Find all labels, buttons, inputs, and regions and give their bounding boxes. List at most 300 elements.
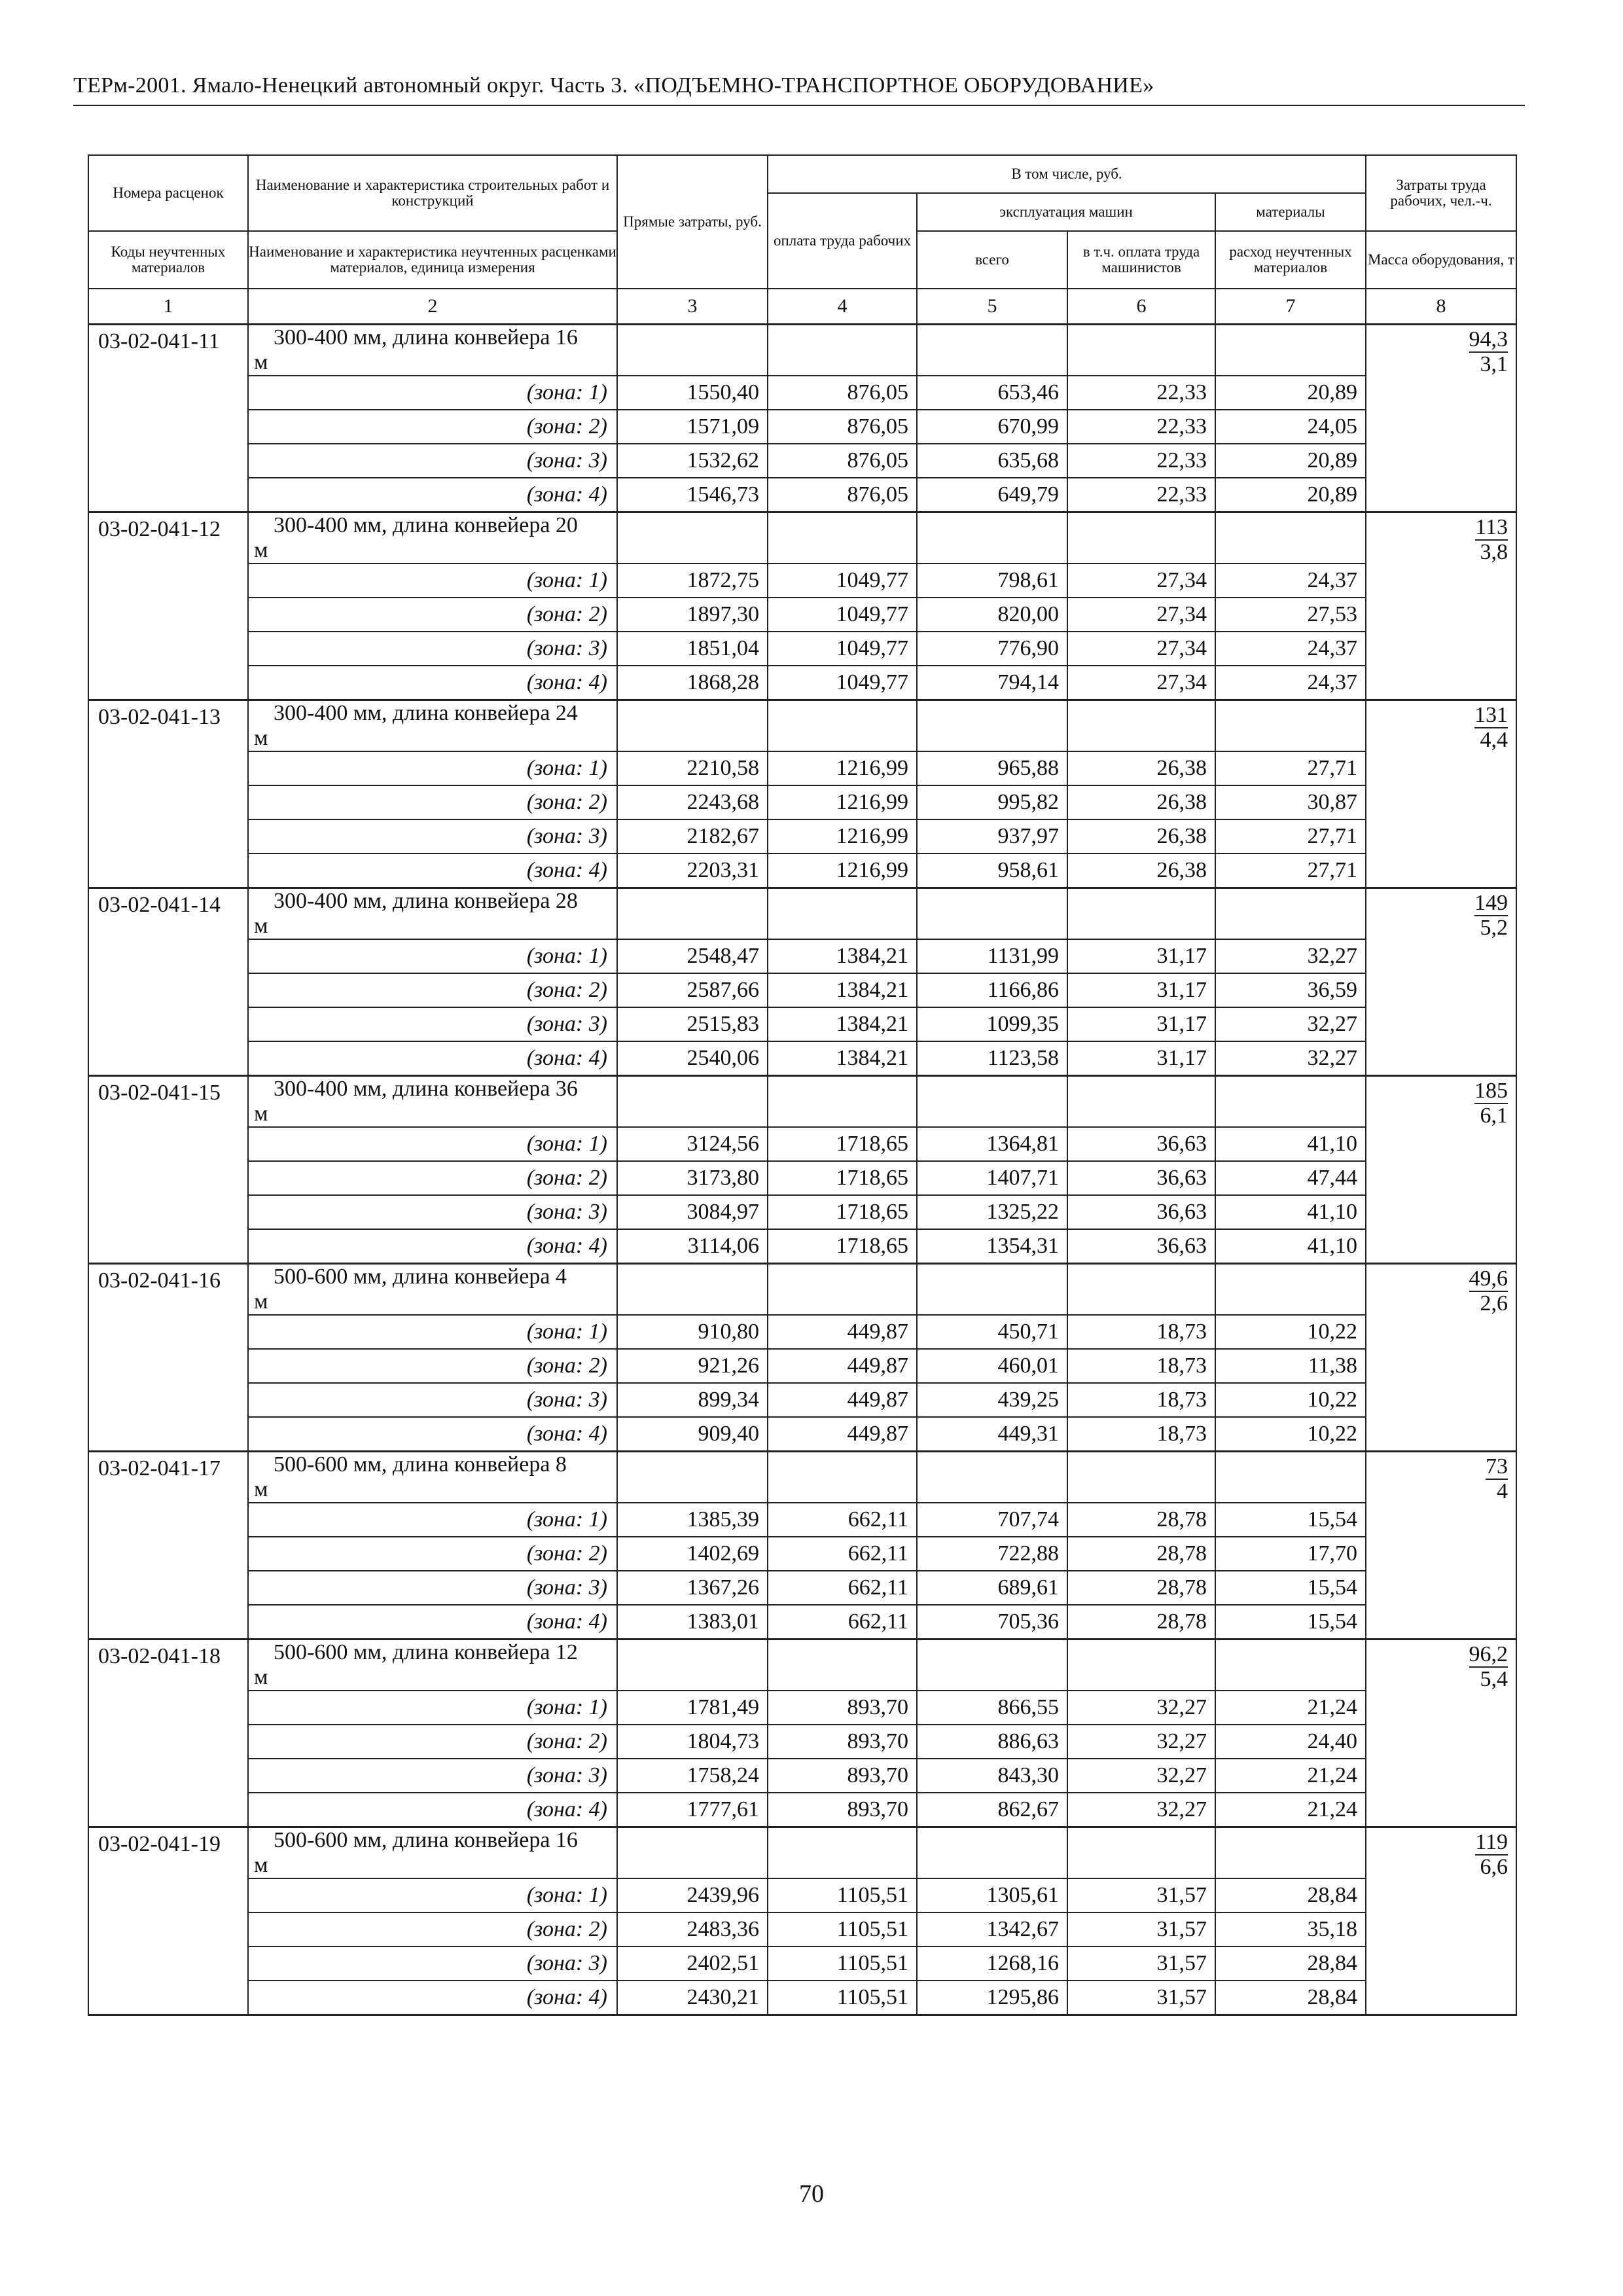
zone-row <box>88 444 1516 478</box>
wages-value: 1216,99 <box>768 751 917 785</box>
empty-cell <box>917 1827 1067 1879</box>
rate-name-unit: м <box>254 350 268 374</box>
zone-label: (зона: 3) <box>248 1571 617 1605</box>
direct-costs-value: 1781,49 <box>617 1691 768 1725</box>
machines-total-value: 1354,31 <box>917 1229 1067 1264</box>
equipment-mass-value: 3,8 <box>1480 540 1508 564</box>
materials-value: 41,10 <box>1215 1127 1366 1161</box>
machines-total-value: 862,67 <box>917 1793 1067 1827</box>
machinist-wages-value: 36,63 <box>1067 1161 1215 1195</box>
equipment-mass-value: 4,4 <box>1480 728 1508 752</box>
zone-label: (зона: 2) <box>248 785 617 819</box>
zone-row <box>88 819 1516 853</box>
zone-label: (зона: 2) <box>248 1161 617 1195</box>
zone-label: (зона: 4) <box>248 853 617 888</box>
zone-row <box>88 1605 1516 1640</box>
empty-cell <box>917 1452 1067 1503</box>
materials-value: 30,87 <box>1215 785 1366 819</box>
empty-cell <box>617 700 768 752</box>
zone-row <box>88 478 1516 512</box>
machines-total-value: 1123,58 <box>917 1041 1067 1076</box>
zone-row <box>88 751 1516 785</box>
machinist-wages-value: 31,57 <box>1067 1946 1215 1981</box>
machinist-wages-value: 28,78 <box>1067 1605 1215 1640</box>
materials-value: 20,89 <box>1215 444 1366 478</box>
zone-label: (зона: 2) <box>248 973 617 1007</box>
direct-costs-value: 1402,69 <box>617 1537 768 1571</box>
header-divider <box>73 105 1525 106</box>
zone-label: (зона: 3) <box>248 1946 617 1981</box>
machines-total-value: 1268,16 <box>917 1946 1067 1981</box>
empty-cell <box>617 512 768 564</box>
wages-value: 662,11 <box>768 1503 917 1537</box>
machinist-wages-value: 31,57 <box>1067 1912 1215 1946</box>
machines-total-value: 1364,81 <box>917 1127 1067 1161</box>
empty-cell <box>617 1452 768 1503</box>
machines-total-value: 449,31 <box>917 1417 1067 1452</box>
labor-mass-fraction <box>1475 513 1508 564</box>
direct-costs-value: 3114,06 <box>617 1229 768 1264</box>
direct-costs-value: 2182,67 <box>617 819 768 853</box>
empty-cell <box>617 1827 768 1879</box>
empty-cell <box>917 512 1067 564</box>
machines-total-value: 439,25 <box>917 1383 1067 1417</box>
column-number: 6 <box>1067 289 1215 325</box>
zone-label: (зона: 2) <box>248 1912 617 1946</box>
header-machines-total: всего <box>917 231 1067 289</box>
empty-cell <box>917 700 1067 752</box>
rate-name-unit: м <box>254 1289 268 1314</box>
direct-costs-value: 1777,61 <box>617 1793 768 1827</box>
labor-mass-fraction <box>1469 325 1508 376</box>
rate-title-row <box>88 325 1516 376</box>
wages-value: 1384,21 <box>768 1007 917 1041</box>
rate-code: 03-02-041-11 <box>88 325 248 512</box>
materials-value: 32,27 <box>1215 1007 1366 1041</box>
zone-label: (зона: 4) <box>248 1041 617 1076</box>
zone-row <box>88 1383 1516 1417</box>
direct-costs-value: 3084,97 <box>617 1195 768 1229</box>
machines-total-value: 843,30 <box>917 1759 1067 1793</box>
zone-row <box>88 1691 1516 1725</box>
machines-total-value: 653,46 <box>917 376 1067 410</box>
machinist-wages-value: 22,33 <box>1067 376 1215 410</box>
labor-mass-cell <box>1366 888 1516 1076</box>
zone-row <box>88 564 1516 598</box>
materials-value: 41,10 <box>1215 1195 1366 1229</box>
rate-name <box>248 512 617 564</box>
labor-mass-cell <box>1366 700 1516 888</box>
wages-value: 449,87 <box>768 1383 917 1417</box>
rate-name-line1: 300-400 мм, длина конвейера 24 <box>274 701 578 725</box>
machines-total-value: 1407,71 <box>917 1161 1067 1195</box>
materials-value: 10,22 <box>1215 1315 1366 1349</box>
rate-code: 03-02-041-17 <box>88 1452 248 1640</box>
wages-value: 1216,99 <box>768 819 917 853</box>
rate-code: 03-02-041-13 <box>88 700 248 888</box>
equipment-mass-value: 5,4 <box>1480 1667 1508 1691</box>
direct-costs-value: 2548,47 <box>617 939 768 973</box>
rates-table <box>88 154 1517 2016</box>
rate-title-row <box>88 700 1516 752</box>
header-work-name: Наименование и характеристика строительных работ и конструкций <box>248 155 617 231</box>
zone-label: (зона: 4) <box>248 1981 617 2015</box>
zone-label: (зона: 1) <box>248 564 617 598</box>
wages-value: 1718,65 <box>768 1229 917 1264</box>
rate-name-unit: м <box>254 1102 268 1126</box>
wages-value: 1718,65 <box>768 1161 917 1195</box>
empty-cell <box>1067 888 1215 940</box>
rate-title-row <box>88 1452 1516 1503</box>
zone-label: (зона: 1) <box>248 1878 617 1912</box>
zone-row <box>88 1161 1516 1195</box>
wages-value: 1384,21 <box>768 1041 917 1076</box>
labor-costs-value: 149 <box>1474 891 1508 915</box>
empty-cell <box>617 1640 768 1691</box>
machines-total-value: 1131,99 <box>917 939 1067 973</box>
rate-title-row <box>88 888 1516 940</box>
empty-cell <box>1067 1264 1215 1316</box>
materials-value: 36,59 <box>1215 973 1366 1007</box>
rate-code: 03-02-041-15 <box>88 1076 248 1264</box>
zone-row <box>88 1878 1516 1912</box>
rate-title-row <box>88 1264 1516 1316</box>
machines-total-value: 886,63 <box>917 1725 1067 1759</box>
column-number: 8 <box>1366 289 1516 325</box>
materials-value: 24,37 <box>1215 632 1366 666</box>
column-number: 4 <box>768 289 917 325</box>
empty-cell <box>617 1264 768 1316</box>
direct-costs-value: 1758,24 <box>617 1759 768 1793</box>
machinist-wages-value: 36,63 <box>1067 1195 1215 1229</box>
direct-costs-value: 1571,09 <box>617 410 768 444</box>
empty-cell <box>917 888 1067 940</box>
empty-cell <box>1067 1827 1215 1879</box>
machinist-wages-value: 27,34 <box>1067 564 1215 598</box>
wages-value: 893,70 <box>768 1793 917 1827</box>
direct-costs-value: 909,40 <box>617 1417 768 1452</box>
materials-value: 15,54 <box>1215 1571 1366 1605</box>
header-equipment-mass: Масса оборудования, т <box>1366 231 1516 289</box>
empty-cell <box>1215 1264 1366 1316</box>
machinist-wages-value: 31,57 <box>1067 1878 1215 1912</box>
machinist-wages-value: 27,34 <box>1067 598 1215 632</box>
empty-cell <box>1215 700 1366 752</box>
machinist-wages-value: 18,73 <box>1067 1383 1215 1417</box>
wages-value: 1216,99 <box>768 853 917 888</box>
machines-total-value: 965,88 <box>917 751 1067 785</box>
materials-value: 27,53 <box>1215 598 1366 632</box>
materials-value: 10,22 <box>1215 1383 1366 1417</box>
wages-value: 893,70 <box>768 1759 917 1793</box>
equipment-mass-value: 4 <box>1497 1479 1508 1503</box>
page-number: 70 <box>799 2180 824 2208</box>
direct-costs-value: 1872,75 <box>617 564 768 598</box>
machinist-wages-value: 22,33 <box>1067 410 1215 444</box>
rate-name <box>248 888 617 940</box>
machines-total-value: 776,90 <box>917 632 1067 666</box>
wages-value: 1049,77 <box>768 564 917 598</box>
direct-costs-value: 1851,04 <box>617 632 768 666</box>
zone-row <box>88 1725 1516 1759</box>
empty-cell <box>768 700 917 752</box>
labor-mass-cell <box>1366 1264 1516 1452</box>
direct-costs-value: 2203,31 <box>617 853 768 888</box>
rate-code: 03-02-041-14 <box>88 888 248 1076</box>
direct-costs-value: 1897,30 <box>617 598 768 632</box>
machines-total-value: 1295,86 <box>917 1981 1067 2015</box>
rate-code: 03-02-041-12 <box>88 512 248 700</box>
materials-value: 15,54 <box>1215 1605 1366 1640</box>
machines-total-value: 937,97 <box>917 819 1067 853</box>
zone-label: (зона: 2) <box>248 410 617 444</box>
materials-value: 20,89 <box>1215 478 1366 512</box>
machines-total-value: 450,71 <box>917 1315 1067 1349</box>
wages-value: 449,87 <box>768 1417 917 1452</box>
labor-mass-fraction <box>1474 1077 1508 1128</box>
zone-row <box>88 666 1516 700</box>
machinist-wages-value: 18,73 <box>1067 1349 1215 1383</box>
empty-cell <box>617 888 768 940</box>
empty-cell <box>768 888 917 940</box>
zone-row <box>88 1946 1516 1981</box>
direct-costs-value: 1532,62 <box>617 444 768 478</box>
direct-costs-value: 2243,68 <box>617 785 768 819</box>
machinist-wages-value: 22,33 <box>1067 444 1215 478</box>
header-rate-numbers: Номера расценок <box>88 155 248 231</box>
header-including: В том числе, руб. <box>768 155 1366 193</box>
direct-costs-value: 1546,73 <box>617 478 768 512</box>
materials-value: 20,89 <box>1215 376 1366 410</box>
direct-costs-value: 2540,06 <box>617 1041 768 1076</box>
materials-value: 32,27 <box>1215 939 1366 973</box>
materials-value: 21,24 <box>1215 1793 1366 1827</box>
machines-total-value: 649,79 <box>917 478 1067 512</box>
labor-mass-fraction <box>1469 1265 1508 1316</box>
empty-cell <box>1067 700 1215 752</box>
zone-label: (зона: 1) <box>248 1315 617 1349</box>
labor-costs-value: 49,6 <box>1469 1266 1508 1291</box>
rate-name-line1: 500-600 мм, длина конвейера 16 <box>274 1828 578 1852</box>
rate-name <box>248 1264 617 1316</box>
direct-costs-value: 2439,96 <box>617 1878 768 1912</box>
rate-name-line1: 500-600 мм, длина конвейера 4 <box>274 1265 567 1289</box>
zone-row <box>88 853 1516 888</box>
machines-total-value: 460,01 <box>917 1349 1067 1383</box>
materials-value: 27,71 <box>1215 819 1366 853</box>
header-machinist-wages: в т.ч. оплата труда машинистов <box>1067 231 1215 289</box>
direct-costs-value: 2515,83 <box>617 1007 768 1041</box>
zone-row <box>88 1315 1516 1349</box>
machines-total-value: 689,61 <box>917 1571 1067 1605</box>
column-number: 1 <box>88 289 248 325</box>
wages-value: 1049,77 <box>768 666 917 700</box>
direct-costs-value: 2483,36 <box>617 1912 768 1946</box>
labor-mass-fraction <box>1469 1640 1508 1691</box>
rate-name <box>248 1640 617 1691</box>
machines-total-value: 722,88 <box>917 1537 1067 1571</box>
direct-costs-value: 2587,66 <box>617 973 768 1007</box>
table-header <box>88 155 1516 325</box>
rate-name <box>248 1827 617 1879</box>
wages-value: 1216,99 <box>768 785 917 819</box>
zone-label: (зона: 1) <box>248 751 617 785</box>
empty-cell <box>1215 325 1366 376</box>
machinist-wages-value: 26,38 <box>1067 853 1215 888</box>
wages-value: 876,05 <box>768 376 917 410</box>
materials-value: 15,54 <box>1215 1503 1366 1537</box>
zone-label: (зона: 1) <box>248 1691 617 1725</box>
machinist-wages-value: 32,27 <box>1067 1759 1215 1793</box>
machines-total-value: 958,61 <box>917 853 1067 888</box>
machines-total-value: 1342,67 <box>917 1912 1067 1946</box>
zone-label: (зона: 2) <box>248 1349 617 1383</box>
machines-total-value: 1099,35 <box>917 1007 1067 1041</box>
empty-cell <box>1215 1076 1366 1128</box>
rate-name-line1: 300-400 мм, длина конвейера 36 <box>274 1077 578 1101</box>
zone-row <box>88 1793 1516 1827</box>
zone-row <box>88 1229 1516 1264</box>
empty-cell <box>768 1640 917 1691</box>
column-number: 3 <box>617 289 768 325</box>
zone-row <box>88 1571 1516 1605</box>
header-material-names: Наименование и характеристика неучтенных расценками материалов, единица измерения <box>248 231 617 289</box>
equipment-mass-value: 2,6 <box>1480 1291 1508 1316</box>
wages-value: 1049,77 <box>768 632 917 666</box>
direct-costs-value: 1385,39 <box>617 1503 768 1537</box>
wages-value: 1105,51 <box>768 1912 917 1946</box>
zone-row <box>88 410 1516 444</box>
zone-label: (зона: 2) <box>248 1725 617 1759</box>
zone-label: (зона: 1) <box>248 376 617 410</box>
equipment-mass-value: 6,6 <box>1480 1855 1508 1879</box>
empty-cell <box>768 1452 917 1503</box>
machines-total-value: 707,74 <box>917 1503 1067 1537</box>
rate-title-row <box>88 1827 1516 1879</box>
rate-code: 03-02-041-19 <box>88 1827 248 2015</box>
machinist-wages-value: 32,27 <box>1067 1793 1215 1827</box>
empty-cell <box>617 1076 768 1128</box>
zone-label: (зона: 3) <box>248 819 617 853</box>
zone-row <box>88 598 1516 632</box>
machinist-wages-value: 31,57 <box>1067 1981 1215 2015</box>
rate-title-row <box>88 1076 1516 1128</box>
labor-costs-value: 73 <box>1486 1454 1508 1479</box>
rates-body <box>88 325 1516 2015</box>
empty-cell <box>1067 325 1215 376</box>
labor-mass-cell <box>1366 1640 1516 1827</box>
zone-label: (зона: 1) <box>248 939 617 973</box>
machines-total-value: 798,61 <box>917 564 1067 598</box>
empty-cell <box>1215 512 1366 564</box>
zone-label: (зона: 3) <box>248 1383 617 1417</box>
materials-value: 28,84 <box>1215 1946 1366 1981</box>
materials-value: 28,84 <box>1215 1981 1366 2015</box>
empty-cell <box>1067 1452 1215 1503</box>
wages-value: 449,87 <box>768 1349 917 1383</box>
wages-value: 876,05 <box>768 478 917 512</box>
labor-costs-value: 113 <box>1475 515 1508 539</box>
equipment-mass-value: 6,1 <box>1480 1103 1508 1128</box>
machinist-wages-value: 31,17 <box>1067 1007 1215 1041</box>
machinist-wages-value: 31,17 <box>1067 973 1215 1007</box>
header-machine-operation: эксплуатация машин <box>917 193 1215 231</box>
labor-costs-value: 94,3 <box>1469 327 1508 351</box>
labor-costs-value: 131 <box>1474 703 1508 727</box>
zone-row <box>88 1912 1516 1946</box>
direct-costs-value: 1383,01 <box>617 1605 768 1640</box>
empty-cell <box>1215 1827 1366 1879</box>
zone-row <box>88 1981 1516 2015</box>
empty-cell <box>768 1076 917 1128</box>
labor-costs-value: 119 <box>1475 1830 1508 1854</box>
machines-total-value: 670,99 <box>917 410 1067 444</box>
machinist-wages-value: 32,27 <box>1067 1691 1215 1725</box>
wages-value: 662,11 <box>768 1605 917 1640</box>
rate-name-unit: м <box>254 914 268 938</box>
zone-row <box>88 1759 1516 1793</box>
rate-name-line1: 500-600 мм, длина конвейера 12 <box>274 1640 578 1664</box>
direct-costs-value: 2210,58 <box>617 751 768 785</box>
zone-label: (зона: 4) <box>248 1793 617 1827</box>
materials-value: 21,24 <box>1215 1691 1366 1725</box>
rate-name-unit: м <box>254 1477 268 1501</box>
machinist-wages-value: 31,17 <box>1067 939 1215 973</box>
machinist-wages-value: 27,34 <box>1067 632 1215 666</box>
direct-costs-value: 3173,80 <box>617 1161 768 1195</box>
zone-label: (зона: 1) <box>248 1127 617 1161</box>
wages-value: 1718,65 <box>768 1195 917 1229</box>
column-number: 2 <box>248 289 617 325</box>
wages-value: 1049,77 <box>768 598 917 632</box>
zone-label: (зона: 4) <box>248 1229 617 1264</box>
machines-total-value: 820,00 <box>917 598 1067 632</box>
rate-name <box>248 325 617 376</box>
wages-value: 1105,51 <box>768 1878 917 1912</box>
empty-cell <box>1067 512 1215 564</box>
machinist-wages-value: 18,73 <box>1067 1315 1215 1349</box>
empty-cell <box>1215 1452 1366 1503</box>
rate-name-line1: 300-400 мм, длина конвейера 28 <box>274 889 578 913</box>
zone-row <box>88 1195 1516 1229</box>
page-header: ТЕРм-2001. Ямало-Ненецкий автономный округ. Часть 3. «ПОДЪЕМНО-ТРАНСПОРТНОЕ ОБОРУДОВАНИЕ» <box>73 73 1154 98</box>
rate-name <box>248 700 617 752</box>
machines-total-value: 635,68 <box>917 444 1067 478</box>
machines-total-value: 1166,86 <box>917 973 1067 1007</box>
zone-label: (зона: 4) <box>248 666 617 700</box>
direct-costs-value: 899,34 <box>617 1383 768 1417</box>
labor-mass-cell <box>1366 1827 1516 2015</box>
wages-value: 876,05 <box>768 444 917 478</box>
wages-value: 449,87 <box>768 1315 917 1349</box>
materials-value: 28,84 <box>1215 1878 1366 1912</box>
machinist-wages-value: 18,73 <box>1067 1417 1215 1452</box>
machines-total-value: 995,82 <box>917 785 1067 819</box>
materials-value: 17,70 <box>1215 1537 1366 1571</box>
rate-name-unit: м <box>254 726 268 750</box>
machinist-wages-value: 32,27 <box>1067 1725 1215 1759</box>
direct-costs-value: 1804,73 <box>617 1725 768 1759</box>
empty-cell <box>768 1264 917 1316</box>
rate-name-line1: 300-400 мм, длина конвейера 20 <box>274 513 578 537</box>
wages-value: 893,70 <box>768 1691 917 1725</box>
column-number: 7 <box>1215 289 1366 325</box>
zone-row <box>88 376 1516 410</box>
empty-cell <box>1215 888 1366 940</box>
wages-value: 1105,51 <box>768 1946 917 1981</box>
materials-value: 41,10 <box>1215 1229 1366 1264</box>
header-materials: материалы <box>1215 193 1366 231</box>
